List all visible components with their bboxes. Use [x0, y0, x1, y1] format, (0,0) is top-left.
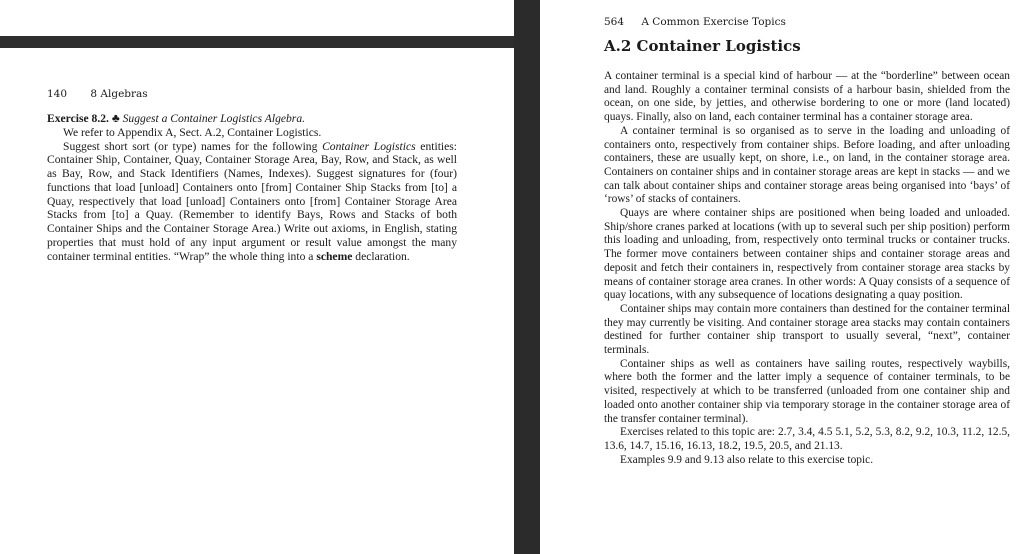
- top-dark-bar: [0, 36, 514, 48]
- paragraph-3: Quays are where container ships are positioned when being loaded and unloaded. Ship/shore cranes parked at locations (with up to several such per ship position) perform this loading and unloading, from, respectively onto terminal trucks or container trucks. The former move containers between container ships and container storage areas and deposit and fetch their containers in, respectively from container storage area stacks by means of container storage area cranes. In other words: A Quay consists of a sequence of quay locations, with any subsequence of locations designating a quay position.: [604, 207, 1010, 302]
- paragraph-2: A container terminal is so organised as to serve in the loading and unloading of containers onto, respectively from container ships. Before loading, and after unloading containers, these are usually kept, on shore, i.e., on land, in the container storage area. Containers on container ships and in container storage areas are kept in stacks — and we can talk about container ships and container storage areas being organised into ‘bays’ of ‘rows’ of stacks of containers.: [604, 124, 1010, 206]
- exercise-paragraph-1: We refer to Appendix A, Sect. A.2, Container Logistics.: [63, 125, 322, 139]
- exercise-paragraph-2: Suggest short sort (or type) names for the following Container Logistics entities: Container Ship, Container, Quay, Container Storage Area, Bay, Row, and Stack, as well as Bay, Row, and Stack Identifiers (Names, Indexes). Suggest signatures for (four) functions that load [unload] Containers onto [from] Container Ship Stacks from [to] a Quay, respectively that load [unload] Containers onto [from] Container Storage Area Stacks from [to] a Quay. (Remember to identify Bays, Rows and Stacks of both Container Ships and the Container Storage Area.) Write out axioms, in English, stating properties that must hold of any input argument or result value amongst the many container terminal entities. “Wrap” the whole thing into a scheme declaration.: [47, 139, 458, 263]
- left-chapter-title: 8 Algebras: [90, 88, 148, 100]
- exercise-block: [47, 112, 457, 263]
- section-body: [604, 70, 1010, 467]
- club-suit-icon: ♣: [111, 111, 120, 125]
- exercise-heading: [47, 112, 457, 126]
- exercise-label: Exercise 8.2.: [47, 112, 109, 125]
- section-title: A.2 Container Logistics: [604, 37, 801, 55]
- page-divider: [514, 0, 540, 554]
- right-running-header: [604, 16, 786, 28]
- paragraph-1: A container terminal is a special kind of harbour — at the “borderline” between ocean and land. Roughly a container terminal consists of a harbour basin, shielded from the ocean, on one side, by jetties, and otherwise bordering to one or more (land located) quays. Finally, also on land, each container terminal has a container storage area.: [604, 70, 1010, 124]
- left-page-number: 140: [47, 88, 68, 100]
- paragraph-5: Container ships as well as containers have sailing routes, respectively waybills, where both the former and the latter imply a sequence of container terminals, to be visited, respectively at which to be transferred (unloaded from one container ship and loaded onto another container ship via temporary storage in the container storage area of the transfer container terminal).: [604, 357, 1010, 425]
- exercise-title: Suggest a Container Logistics Algebra.: [122, 112, 306, 125]
- right-page-number: 564: [604, 16, 625, 28]
- right-chapter-title: A Common Exercise Topics: [641, 16, 786, 28]
- paragraph-4: Container ships may contain more containers than destined for the container terminal they may currently be visiting. And container storage area stacks may contain containers destined for further container ship transport to usually several, “next”, container terminals.: [604, 302, 1010, 357]
- left-running-header: [47, 88, 148, 100]
- paragraph-7: Examples 9.9 and 9.13 also relate to this exercise topic.: [620, 453, 874, 466]
- paragraph-6: Exercises related to this topic are: 2.7, 3.4, 4.5 5.1, 5.2, 5.3, 8.2, 9.2, 10.3, 11.2, 12.5, 13.6, 14.7, 15.16, 16.13, 18.2, 19.5, 20.5, and 21.13.: [604, 426, 1010, 452]
